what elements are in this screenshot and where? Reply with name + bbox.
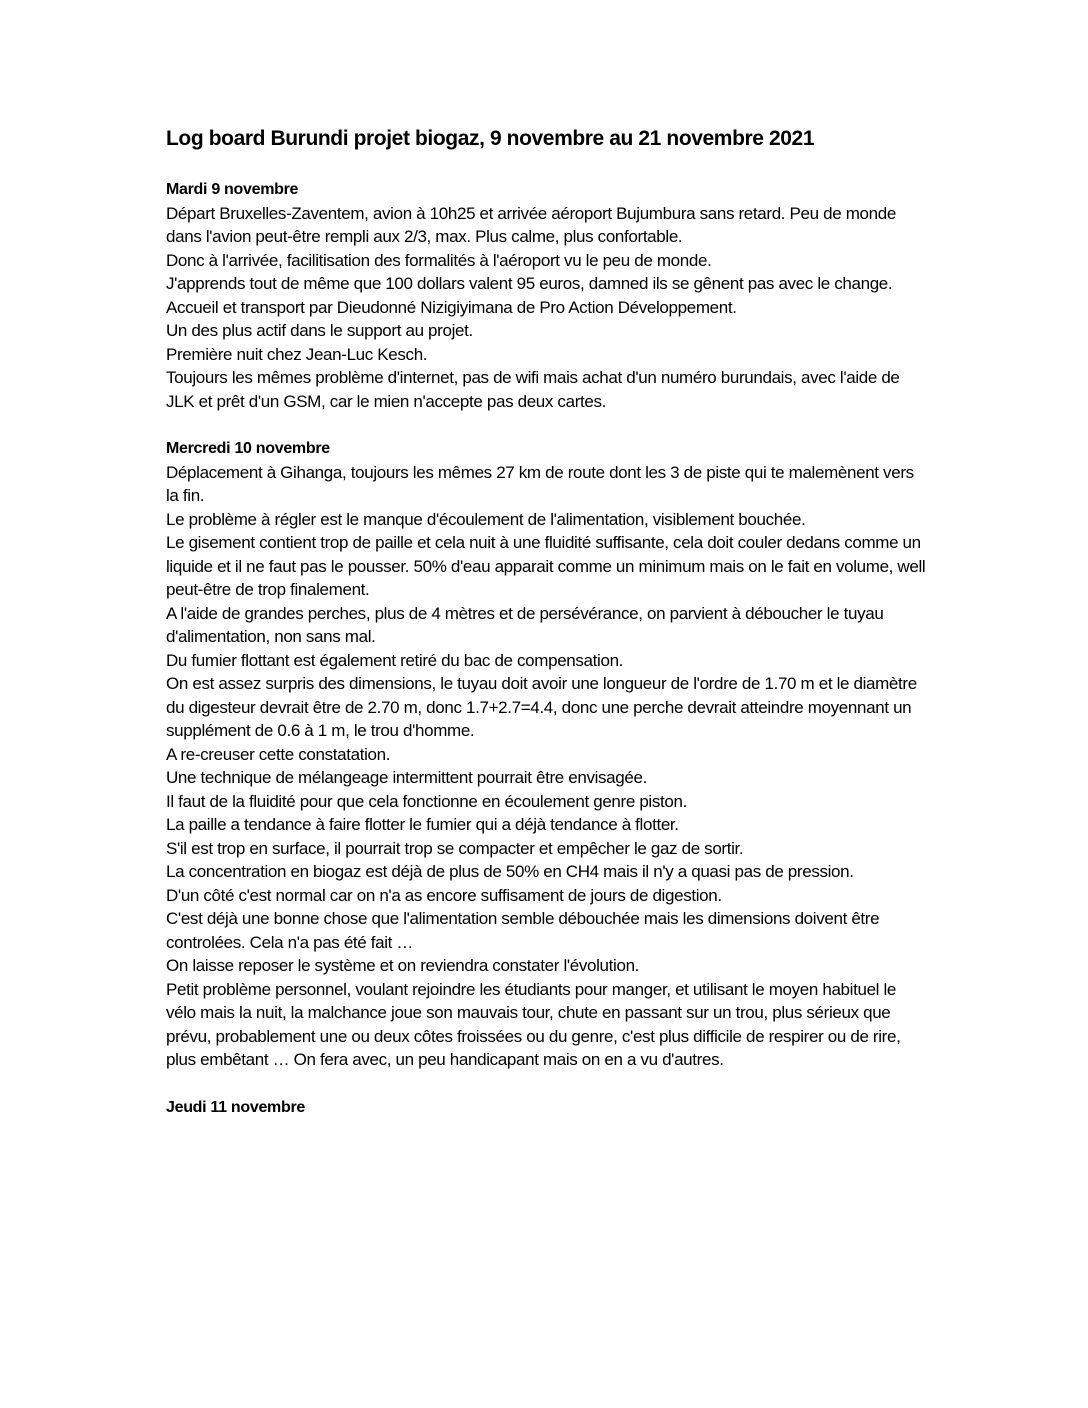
paragraph: Toujours les mêmes problème d'internet, pas de wifi mais achat d'un numéro burundais, avec l'aide de JLK et prêt d'un GSM, car le mien n'accepte pas deux cartes.: [166, 368, 900, 411]
document-page: [166, 124, 926, 1143]
paragraph: A l'aide de grandes perches, plus de 4 mètres et de persévérance, on parvient à déboucher le tuyau d'alimentation, non sans mal.: [166, 603, 884, 646]
paragraph: Accueil et transport par Dieudonné Nizigiyimana de Pro Action Développement.: [166, 297, 737, 317]
paragraph: J'apprends tout de même que 100 dollars valent 95 euros, damned ils se gênent pas avec le change.: [166, 274, 893, 293]
paragraph: Il faut de la fluidité pour que cela fonctionne en écoulement genre piston.: [166, 791, 687, 811]
paragraph: D'un côté c'est normal car on n'a as encore suffisament de jours de digestion.: [166, 885, 722, 905]
paragraph: Le gisement contient trop de paille et cela nuit à une fluidité suffisante, cela doit couler dedans comme un liquide et il ne faut pas le pousser. 50% d'eau apparait comme un minimum mais on le fait en volume, well peut-être de trop finalement.: [166, 533, 926, 599]
document-title: Log board Burundi projet biogaz, 9 novembre au 21 novembre 2021: [166, 127, 815, 150]
paragraph: On laisse reposer le système et on reviendra constater l'évolution.: [166, 956, 640, 975]
paragraph: C'est déjà une bonne chose que l'alimentation semble débouchée mais les dimensions doivent être controlées. Cela n'a pas été fait …: [166, 909, 880, 952]
paragraph: Du fumier flottant est également retiré du bac de compensation.: [166, 650, 624, 670]
paragraph: Première nuit chez Jean-Luc Kesch.: [166, 344, 428, 364]
paragraph: Une technique de mélangeage intermittent pourrait être envisagée.: [166, 768, 647, 787]
paragraph: On est assez surpris des dimensions, le tuyau doit avoir une longueur de l'ordre de 1.70 m et le diamètre du digesteur devrait être de 2.70 m, donc 1.7+2.7=4.4, donc une perche devrait atteindre moyennant un supplément de 0.6 à 1 m, le trou d'homme.: [166, 674, 917, 740]
paragraph: Départ Bruxelles-Zaventem, avion à 10h25 et arrivée aéroport Bujumbura sans retard. Peu de monde dans l'avion peut-être rempli aux 2/3, max. Plus calme, plus confortable.: [166, 203, 896, 246]
day-heading: Jeudi 11 novembre: [166, 1098, 305, 1116]
paragraph: Petit problème personnel, voulant rejoindre les étudiants pour manger, et utilisant le moyen habituel le vélo mais la nuit, la malchance joue son mauvais tour, chute en passant sur un trou, plus sérieux que prévu, probablement une ou deux côtes froissées ou du genre, c'est plus difficile de respirer ou de rire, plus embêtant … On fera avec, un peu handicapant mais on en a vu d'autres.: [166, 979, 901, 1069]
paragraph: La concentration en biogaz est déjà de plus de 50% en CH4 mais il n'y a quasi pas de pression.: [166, 862, 854, 881]
day-heading: Mardi 9 novembre: [166, 181, 299, 198]
day-heading: Mercredi 10 novembre: [166, 440, 330, 457]
paragraph: Déplacement à Gihanga, toujours les mêmes 27 km de route dont les 3 de piste qui te malemènent vers la fin.: [166, 462, 914, 505]
paragraph: Un des plus actif dans le support au projet.: [166, 321, 473, 340]
day-section-mardi: [166, 178, 926, 413]
paragraph: Le problème à régler est le manque d'écoulement de l'alimentation, visiblement bouchée.: [166, 509, 806, 529]
day-section-mercredi: [166, 437, 926, 1072]
paragraph: S'il est trop en surface, il pourrait trop se compacter et empêcher le gaz de sortir.: [166, 838, 744, 858]
paragraph: A re-creuser cette constatation.: [166, 744, 391, 764]
paragraph: Donc à l'arrivée, facilitisation des formalités à l'aéroport vu le peu de monde.: [166, 250, 712, 270]
day-section-jeudi: [166, 1096, 926, 1120]
paragraph: La paille a tendance à faire flotter le fumier qui a déjà tendance à flotter.: [166, 815, 679, 834]
